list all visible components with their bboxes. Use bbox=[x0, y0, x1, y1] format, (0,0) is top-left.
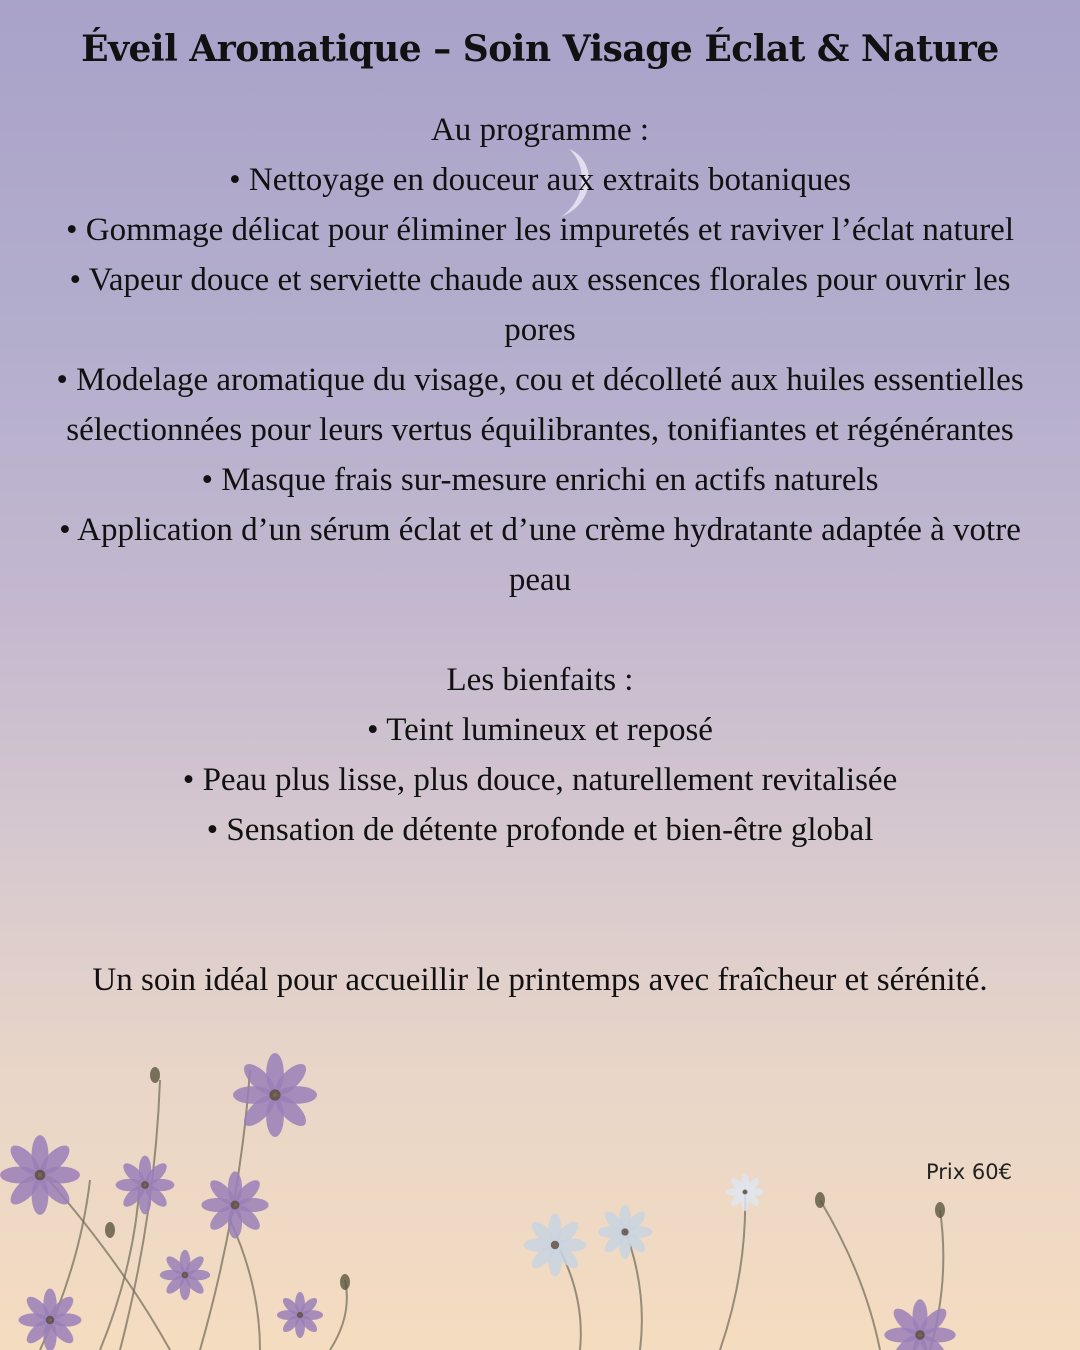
bienfaits-line: • Sensation de détente profonde et bien-être global bbox=[206, 812, 874, 848]
bienfaits-heading: Les bienfaits : bbox=[446, 662, 634, 698]
programme-line: • Masque frais sur-mesure enrichi en actifs naturels bbox=[201, 462, 879, 498]
programme-line: • Nettoyage en douceur aux extraits botaniques bbox=[229, 162, 851, 198]
programme-line: sélectionnées pour leurs vertus équilibrantes, tonifiantes et régénérantes bbox=[66, 412, 1014, 448]
programme-line: • Vapeur douce et serviette chaude aux essences florales pour ouvrir les bbox=[69, 262, 1011, 298]
page-title: Éveil Aromatique – Soin Visage Éclat & Nature bbox=[81, 28, 999, 70]
bienfaits-line: • Teint lumineux et reposé bbox=[367, 712, 713, 748]
programme-line: pores bbox=[504, 312, 576, 348]
programme-line: • Modelage aromatique du visage, cou et décolleté aux huiles essentielles bbox=[56, 362, 1024, 398]
programme-line: • Gommage délicat pour éliminer les impuretés et raviver l’éclat naturel bbox=[65, 212, 1014, 248]
price-label: Prix 60€ bbox=[926, 1160, 1012, 1184]
bienfaits-line: • Peau plus lisse, plus douce, naturellement revitalisée bbox=[182, 762, 898, 798]
programme-heading: Au programme : bbox=[430, 112, 650, 148]
programme-line: • Application d’un sérum éclat et d’une crème hydratante adaptée à votre bbox=[59, 512, 1021, 548]
closing-line: Un soin idéal pour accueillir le printemps avec fraîcheur et sérénité. bbox=[92, 962, 988, 998]
programme-line: peau bbox=[508, 562, 572, 598]
